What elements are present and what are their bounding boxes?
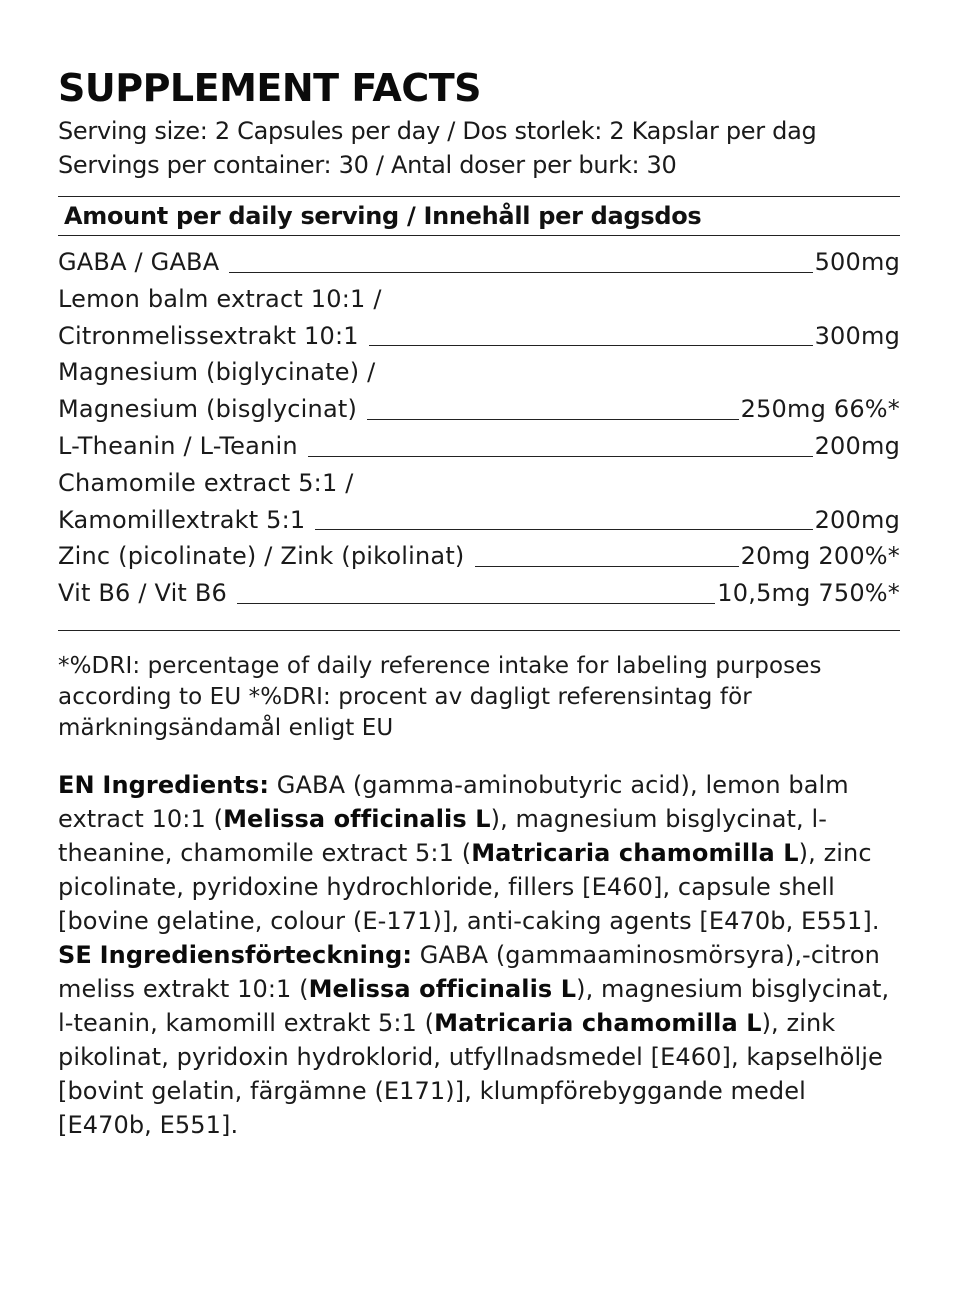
nutrient-name: Magnesium (bisglycinat) — [58, 395, 358, 424]
nutrient-row-gaba — [58, 244, 900, 281]
leader-line — [475, 566, 739, 567]
divider-bottom — [58, 630, 900, 631]
nutrient-name-line-1: Chamomile extract 5:1 / — [58, 468, 354, 497]
leader-line — [237, 603, 715, 604]
servings-per-container: Servings per container: 30 / Antal doser per burk: 30 — [58, 151, 677, 179]
amount-header: Amount per daily serving / Innehåll per dagsdos — [64, 202, 702, 230]
nutrient-amount: 200mg — [814, 505, 900, 534]
nutrient-row-chamomile — [58, 465, 900, 539]
ingredients-se-lang: SE — [58, 940, 92, 969]
nutrient-name: Citronmelissextrakt 10:1 — [58, 321, 359, 350]
leader-line — [308, 456, 813, 457]
dri-footnote: *%DRI: percentage of daily reference intake for labeling purposes according to EU *%DRI: procent av dagligt referensintag för märkningsändamål enligt EU — [58, 652, 822, 741]
ingredients-en-text: GABA (gamma-aminobutyric acid), lemon balm extract 10:1 ( — [58, 770, 849, 833]
nutrient-name: Kamomillextrakt 5:1 — [58, 505, 306, 534]
ingredients-en-lang: EN — [58, 770, 95, 799]
nutrient-row-magnesium — [58, 354, 900, 428]
nutrient-name-line-1: Lemon balm extract 10:1 / — [58, 284, 382, 313]
leader-line — [315, 529, 812, 530]
nutrient-row-zinc — [58, 538, 900, 575]
ingredients-en-text: ), magnesium bisglycinat, l-theanine, chamomile extract 5:1 ( — [58, 804, 828, 867]
ingredients-en-heading: Ingredients: — [102, 770, 270, 799]
serving-size: Serving size: 2 Capsules per day / Dos storlek: 2 Kapslar per dag — [58, 117, 817, 145]
ingredients-se-text: ), zink pikolinat, pyridoxin hydroklorid, utfyllnadsmedel [E460], kapselhölje [bovint gelatin, färgämne (E171)], klumpförebyggande medel [E470b, E551]. — [58, 1008, 883, 1139]
nutrient-amount: 300mg — [814, 321, 900, 350]
ingredients-se-latin-1: Melissa officinalis L — [308, 974, 577, 1003]
divider-header — [58, 235, 900, 236]
nutrient-amount: 10,5mg 750%* — [717, 579, 900, 608]
ingredients-se-latin-2: Matricaria chamomilla L — [434, 1008, 762, 1037]
label-title: SUPPLEMENT FACTS — [58, 66, 482, 110]
nutrient-amount: 250mg 66%* — [740, 395, 900, 424]
nutrient-name: GABA / GABA — [58, 248, 220, 276]
ingredients-en — [58, 768, 900, 938]
nutrient-amount: 200mg — [814, 431, 900, 460]
nutrient-row-l-theanin — [58, 428, 900, 465]
leader-line — [367, 419, 739, 420]
ingredients-se-text: ), magnesium bisglycinat, l-teanin, kamomill extrakt 5:1 ( — [58, 974, 890, 1037]
nutrient-row-lemon-balm — [58, 281, 900, 355]
ingredients-se — [58, 938, 900, 1142]
nutrient-name: Zinc (picolinate) / Zink (pikolinat) — [58, 542, 465, 571]
nutrient-amount: 20mg 200%* — [740, 542, 900, 571]
nutrient-name-line-1: Magnesium (biglycinate) / — [58, 358, 376, 387]
leader-line — [369, 345, 813, 346]
nutrient-amount: 500mg — [814, 248, 900, 276]
leader-line — [229, 272, 812, 273]
ingredients-se-heading: Ingrediensförteckning: — [99, 940, 413, 969]
ingredients-se-text: GABA (gammaaminosmörsyra),-citron meliss extrakt 10:1 ( — [58, 940, 880, 1003]
nutrient-table — [58, 244, 900, 612]
supplement-facts-label — [58, 62, 900, 1142]
nutrient-row-vit-b6 — [58, 575, 900, 612]
ingredients-en-latin-1: Melissa officinalis L — [223, 804, 491, 833]
nutrient-name: L-Theanin / L-Teanin — [58, 431, 298, 460]
ingredients-en-latin-2: Matricaria chamomilla L — [471, 838, 799, 867]
ingredients-en-text: ), zinc picolinate, pyridoxine hydrochloride, fillers [E460], capsule shell [bovine gelatine, colour (E-171)], anti-caking agents [E470b, E551]. — [58, 838, 880, 935]
nutrient-name: Vit B6 / Vit B6 — [58, 579, 228, 608]
